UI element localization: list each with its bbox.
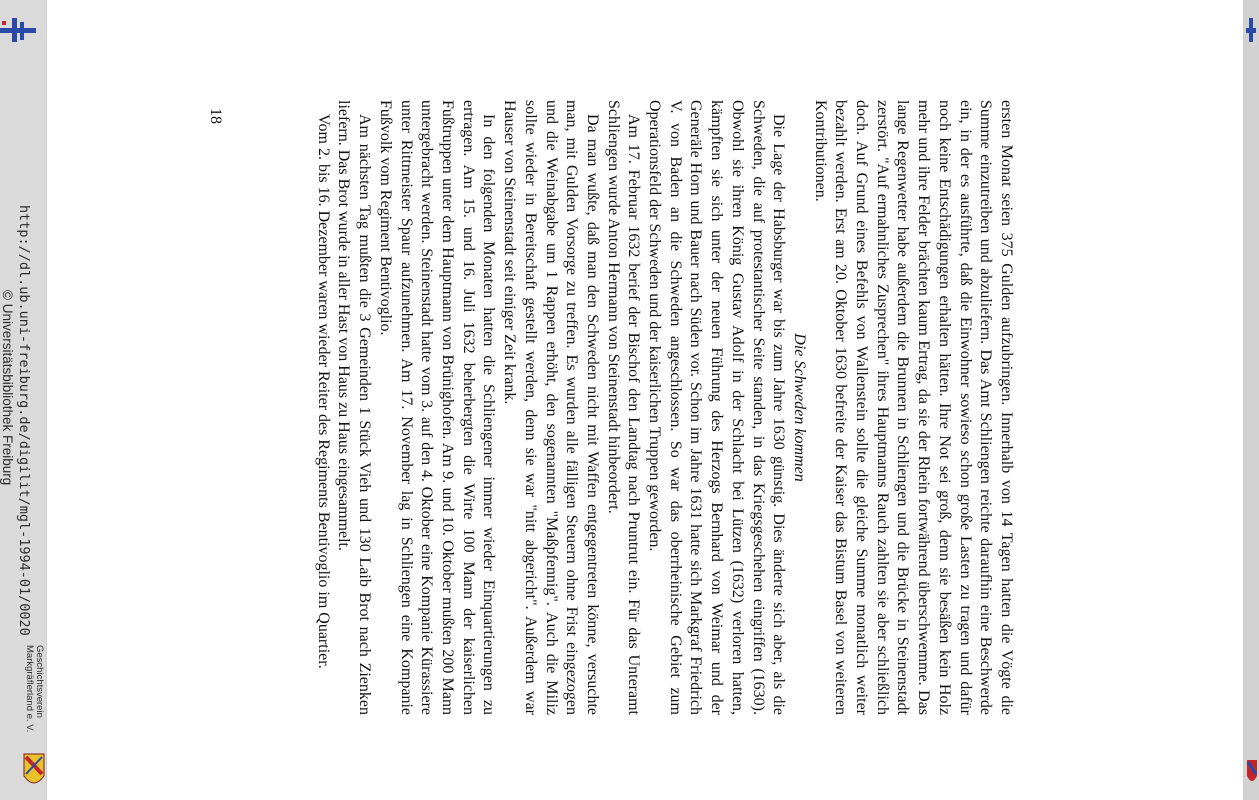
- paragraph-6: Am nächsten Tag mußten die 3 Gemeinden 1 Stück Vieh und 130 Laib Brot nach Zienken liefern. Das Brot wurde in aller Hast von Haus zu Haus eingesammelt.: [335, 100, 374, 715]
- paragraph-3: Am 17. Februar 1632 berief der Bischof den Landtag nach Pruntrut ein. Für das Unteramt Schliengen wurde Anton Hermann von Steinenstadt hinbeordert.: [604, 100, 643, 715]
- society-crest-icon: [1246, 758, 1258, 788]
- left-margin: [0, 0, 46, 800]
- document-url[interactable]: http://dl.ub.uni-freiburg.de/digilit/mgl-1994-01/0020: [16, 205, 32, 636]
- society-crest-icon: [23, 752, 45, 792]
- page-text: [186, 100, 1016, 715]
- library-logo-icon: [1246, 18, 1256, 42]
- society-line-2: Markgräflerland e. V.: [24, 645, 35, 733]
- society-name: [24, 645, 44, 732]
- copyright-notice: © Universitätsbibliothek Freiburg: [0, 290, 15, 486]
- society-line-1: Geschichtsverein: [34, 645, 45, 718]
- paragraph-1: ersten Monat seien 375 Gulden aufzubringen. Innerhalb von 14 Tagen hatten die Vögte die Summe einzutreiben und abzuliefern. Das Amt Schliengen reichte daraufhin eine Beschwerde ein, in der es ausführte, daß die Einwohner sowieso schon große Lasten zu tragen und dafür noch keine Entschädigungen erhalten hätten. Ihre Not sei groß, denn sie besäßen kein Holz mehr und ihre Felder brächten kaum Ertrag, da sie der Rhein fortwährend überschwemme. Das lange Regenwetter habe außerdem die Brunnen in Schliengen und die Brücke in Steinenstadt zerstört. "Auf ermahnliches Zusprechen" ihres Hauptmanns Rauch zahlten sie aber schließlich doch. Auf Grund eines Befehls von Wallenstein sollte die gleiche Summe monatlich weiter bezahlt werden. Erst am 20. Oktober 1630 befreite der Kaiser das Bistum Basel von weiteren Kontributionen.: [811, 100, 1015, 715]
- paragraph-2: Die Lage der Habsburger war bis zum Jahre 1630 günstig. Dies änderte sich aber, als die Schweden, die auf protestantischer Seite standen, in das Kriegsgeschehen eingriffen (1630). Obwohl sie ihren König Gustav Adolf in der Schlacht bei Lützen (1632) verloren hatten, kämpften sie sich unter der neuen Führung des Herzogs Bernhard von Weimar und der Generäle Horn und Bauer nach Süden vor. Schon im Jahre 1631 hatte sich Markgraf Friedrich V. von Baden an die Schweden angeschlossen. So war das oberrheinische Gebiet zum Operationsfeld der Schweden und der kaiserlichen Truppen geworden.: [646, 100, 788, 715]
- paragraph-5: In den folgenden Monaten hatten die Schliengener immer wieder Einquartierungen zu ertragen. Am 15. und 16. Juli 1632 beherbergten die Wirte 100 Mann der kaiserlichen Fußtruppen unter dem Hauptmann von Brünighofen. Am 9. und 10. Oktober mußten 200 Mann untergebracht werden. Steinenstadt hatte vom 3. auf den 4. Oktober eine Kompanie Kürassiere unter Rittmeister Spaur aufzunehmen. Am 17. November lag in Schliengen eine Kompanie Fußvolk vom Regiment Bentivoglio.: [376, 100, 498, 715]
- paragraph-7: Vom 2. bis 16. Dezember waren wieder Reiter des Regiments Bentivoglio im Quartier.: [314, 114, 332, 669]
- next-page-edge[interactable]: [1244, 0, 1259, 800]
- section-heading: Die Schweden kommen: [790, 333, 808, 482]
- document-page: [46, 0, 1244, 800]
- paragraph-4: Da man wußte, daß man den Schweden nicht mit Waffen entgegentreten könne, versuchte man, mit Gulden Vorsorge zu treffen. Es wurden alle fälligen Steuern ohne Frist eingezogen und die Weinabgabe um 1 Rappen erhöht, den sogenannten "Maßpfennig". Auch die Miliz sollte wieder in Bereitschaft gestellt werden, denn sie war "nitt abgericht". Außerdem war Hauser von Steinenstadt seit einiger Zeit krank.: [501, 100, 601, 715]
- page-number: 18: [207, 108, 224, 124]
